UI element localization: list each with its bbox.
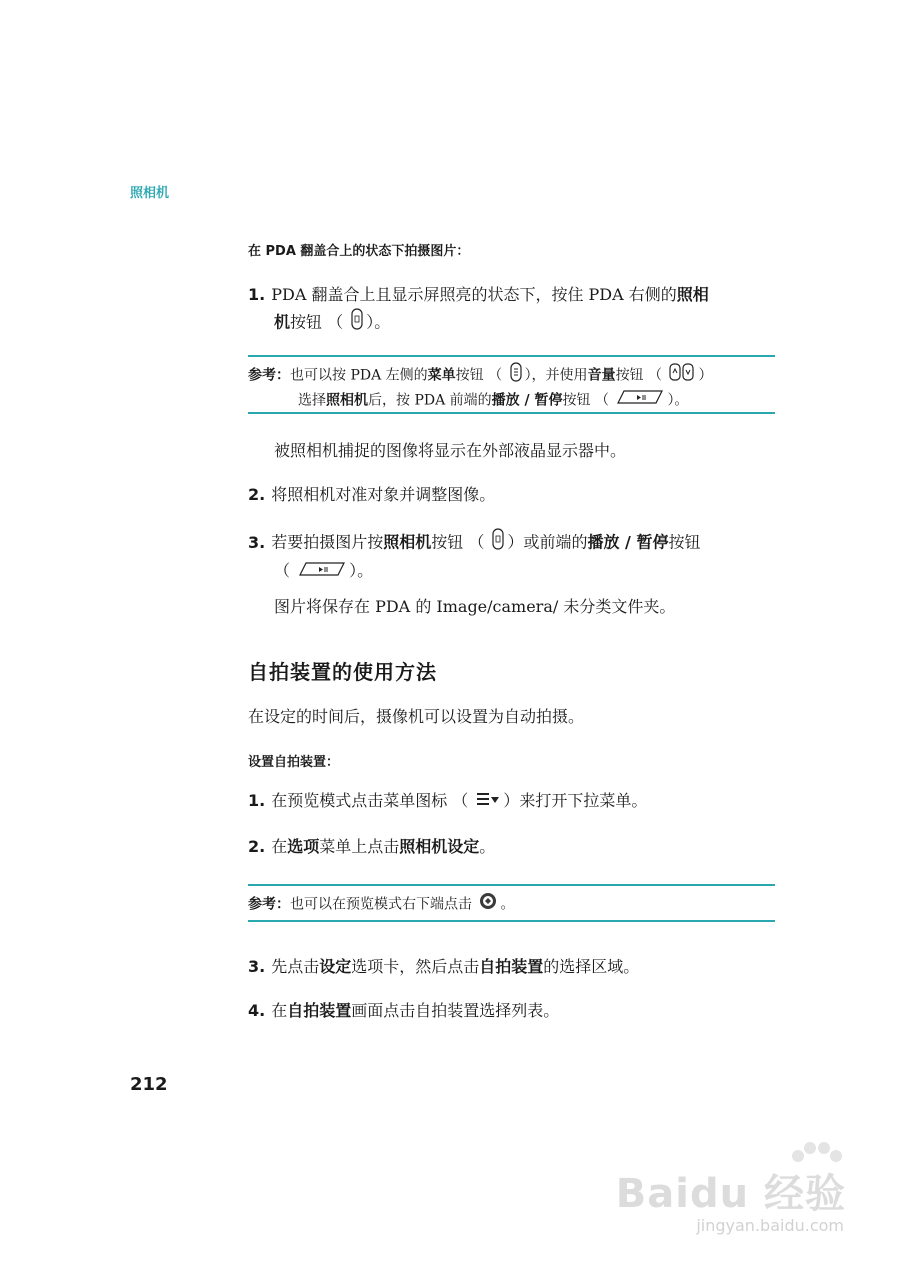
note-rule-bottom [248,920,775,922]
page-number: 212 [130,1074,168,1095]
note-label: 参考： [248,896,290,913]
note-rule-top [248,355,775,357]
watermark-brand: Baidu 经验 [615,1171,846,1217]
note-rule-bottom [248,412,775,414]
sec2-heading: 自拍装置的使用方法 [248,660,437,684]
sec1-after1: 被照相机捕捉的图像将显示在外部液晶显示器中。 [274,441,627,460]
play-pause-button-icon [616,389,664,412]
sec2-step3: 3. 先点击设定选项卡，然后点击自拍装置的选择区域。 [248,957,640,976]
watermark-url: jingyan.baidu.com [696,1216,844,1235]
sec1-step3: 3. 若要拍摄图片按照相机按钮 （ ）或前端的播放 / 暂停按钮 （ ）。 [248,528,788,585]
note-rule-top [248,884,775,886]
step-number: 3. [248,532,266,552]
camera-button-icon [492,528,504,558]
sec2-subhead: 设置自拍装置： [248,755,340,770]
step-number: 3. [248,957,266,976]
sec2-step1: 1. 在预览模式点击菜单图标 （ ）来打开下拉菜单。 [248,788,647,815]
sec1-step2: 2. 将照相机对准对象并调整图像。 [248,485,496,504]
sec2-step2: 2. 在选项菜单上点击照相机设定。 [248,837,496,856]
menu-button-icon [510,362,522,389]
section-label: 照相机 [130,186,170,201]
settings-circle-icon [479,892,497,917]
menu-dropdown-icon [476,789,500,815]
note-label: 参考： [248,367,290,384]
step-number: 1. [248,791,266,810]
play-pause-button-icon [298,559,346,585]
step-number: 1. [248,285,266,304]
sec1-step1: 1. PDA 翻盖合上且显示屏照亮的状态下，按住 PDA 右侧的照相 机按钮 （ ）。 [248,282,788,338]
sec2-step4: 4. 在自拍装置画面点击自拍装置选择列表。 [248,1001,560,1020]
camera-button-icon [351,308,363,338]
step-number: 4. [248,1001,266,1020]
note2: 参考：也可以在预览模式右下端点击 。 [248,892,514,917]
sec1-after3: 图片将保存在 PDA 的 Image/camera/ 未分类文件夹。 [274,597,676,616]
sec1-title: 在 PDA 翻盖合上的状态下拍摄图片： [248,244,470,259]
step-number: 2. [248,837,266,856]
sec2-intro: 在设定的时间后，摄像机可以设置为自动拍摄。 [248,707,585,726]
volume-button-icon [669,363,695,388]
step-number: 2. [248,485,266,504]
note1: 参考：也可以按 PDA 左侧的菜单按钮 （ ），并使用音量按钮 （ ） 选择照相机后，按 PDA 前端的播放 / 暂停按钮 （ ）。 [248,362,778,412]
